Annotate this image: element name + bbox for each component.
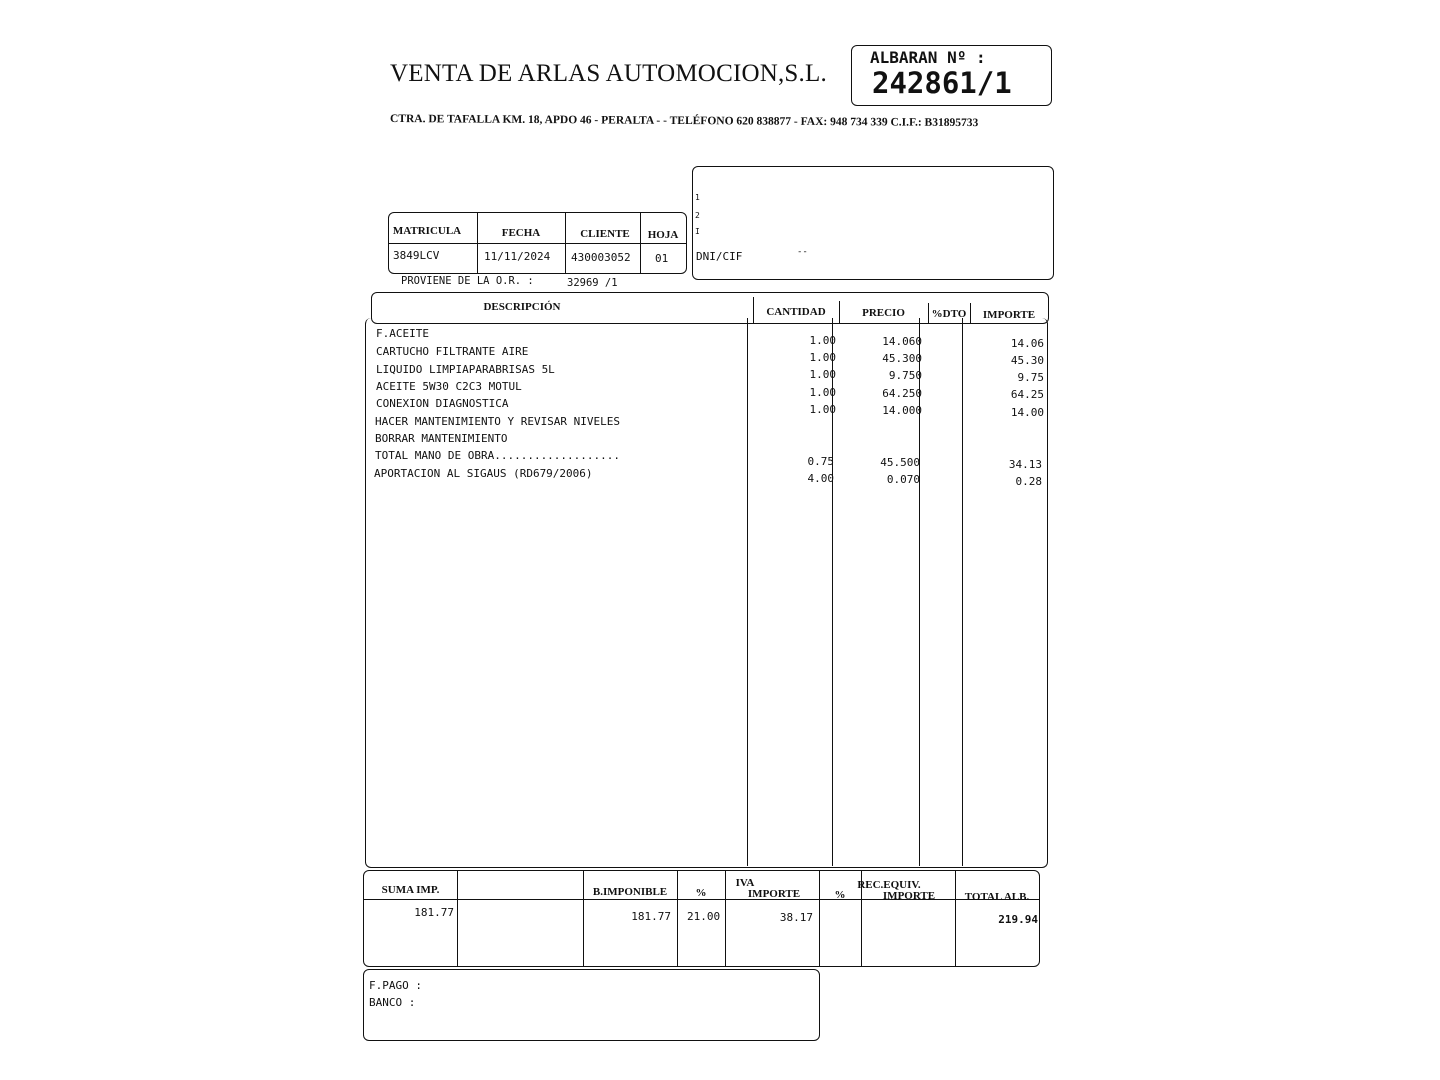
row-desc: CONEXION DIAGNOSTICA — [376, 397, 509, 410]
hoja-value: 01 — [655, 252, 669, 265]
dto-header: %DTO — [931, 308, 967, 320]
cantidad-header: CANTIDAD — [766, 306, 826, 318]
row-cantidad: 1.00 — [809, 403, 836, 416]
iva-importe-header: IMPORTE — [747, 888, 801, 900]
row-importe: 34.13 — [1008, 458, 1042, 471]
iva-header: IVA — [735, 877, 755, 889]
row-desc: F.ACEITE — [376, 327, 429, 340]
precio-header: PRECIO — [862, 307, 905, 319]
row-cantidad: 1.00 — [809, 334, 836, 347]
row-precio: 14.000 — [882, 404, 922, 417]
row-cantidad: 1.00 — [809, 351, 836, 364]
row-desc: ACEITE 5W30 C2C3 MOTUL — [376, 380, 522, 393]
customer-mark-1: 1 — [695, 193, 700, 202]
proviene-value: 32969 /1 — [567, 277, 618, 289]
dni-value: -- — [797, 247, 808, 257]
row-precio: 45.300 — [882, 352, 922, 365]
row-precio: 45.500 — [880, 456, 920, 469]
importe-header: IMPORTE — [982, 309, 1036, 321]
row-importe: 64.25 — [1010, 388, 1044, 401]
iva-pct-value: 21.00 — [687, 910, 721, 923]
row-cantidad: 4.00 — [807, 472, 834, 485]
total-alb-header: TOTAL ALB. — [964, 891, 1030, 903]
suma-imp-value: 181.77 — [414, 906, 454, 919]
company-address: CTRA. DE TAFALLA KM. 18, APDO 46 - PERALTA - - TELÉFONO 620 838877 - FAX: 948 734 339 C.I.F.: B31895733 — [389, 113, 979, 130]
row-precio: 9.750 — [888, 369, 922, 382]
row-precio: 0.070 — [886, 473, 920, 486]
bimponible-value: 181.77 — [631, 910, 671, 923]
company-name: VENTA DE ARLAS AUTOMOCION,S.L. — [390, 60, 827, 87]
rec-importe-header: IMPORTE — [882, 890, 936, 902]
fecha-value: 11/11/2024 — [484, 250, 551, 263]
row-importe: 9.75 — [1017, 371, 1044, 384]
row-desc: CARTUCHO FILTRANTE AIRE — [376, 345, 529, 358]
customer-mark-3: I — [695, 227, 700, 236]
iva-importe-value: 38.17 — [779, 911, 813, 924]
fpago-label: F.PAGO : — [369, 979, 422, 992]
row-desc: APORTACION AL SIGAUS (RD679/2006) — [374, 467, 593, 480]
dni-label: DNI/CIF — [696, 250, 743, 263]
row-importe: 0.28 — [1015, 475, 1042, 488]
row-cantidad: 1.00 — [809, 368, 836, 381]
descripcion-header: DESCRIPCIÓN — [483, 301, 561, 313]
hoja-header: HOJA — [647, 229, 679, 241]
iva-pct-header: % — [695, 887, 707, 899]
row-cantidad: 0.75 — [807, 455, 834, 468]
row-desc: HACER MANTENIMIENTO Y REVISAR NIVELES — [375, 415, 621, 428]
totals-table — [363, 870, 1040, 967]
info-table — [388, 212, 687, 274]
albaran-label: ALBARAN Nº : — [870, 48, 986, 67]
proviene-label: PROVIENE DE LA O.R. : — [401, 275, 534, 287]
customer-box — [692, 166, 1054, 280]
row-desc: LIQUIDO LIMPIAPARABRISAS 5L — [376, 363, 555, 376]
row-importe: 45.30 — [1010, 354, 1044, 367]
customer-mark-2: 2 — [695, 211, 700, 220]
fecha-header: FECHA — [501, 227, 541, 239]
row-importe: 14.00 — [1010, 406, 1044, 419]
matricula-value: 3849LCV — [393, 249, 440, 262]
rec-equiv-header: REC.EQUIV. — [857, 879, 921, 891]
albaran-number: 242861/1 — [872, 66, 1012, 100]
row-cantidad: 1.00 — [809, 386, 836, 399]
suma-imp-header: SUMA IMP. — [381, 884, 440, 896]
total-alb-value: 219.94 — [998, 913, 1038, 926]
cliente-header: CLIENTE — [580, 228, 630, 240]
row-precio: 14.060 — [882, 335, 922, 348]
row-importe: 14.06 — [1010, 337, 1044, 350]
payment-box — [363, 969, 820, 1041]
row-desc: BORRAR MANTENIMIENTO — [375, 432, 508, 445]
matricula-header: MATRICULA — [392, 225, 462, 237]
banco-label: BANCO : — [369, 996, 416, 1009]
row-precio: 64.250 — [882, 387, 922, 400]
rec-pct-header: % — [834, 889, 846, 901]
bimponible-header: B.IMPONIBLE — [592, 886, 668, 898]
albaran-box — [851, 45, 1052, 106]
cliente-value: 430003052 — [571, 251, 631, 264]
row-desc: TOTAL MANO DE OBRA................... — [375, 449, 621, 462]
